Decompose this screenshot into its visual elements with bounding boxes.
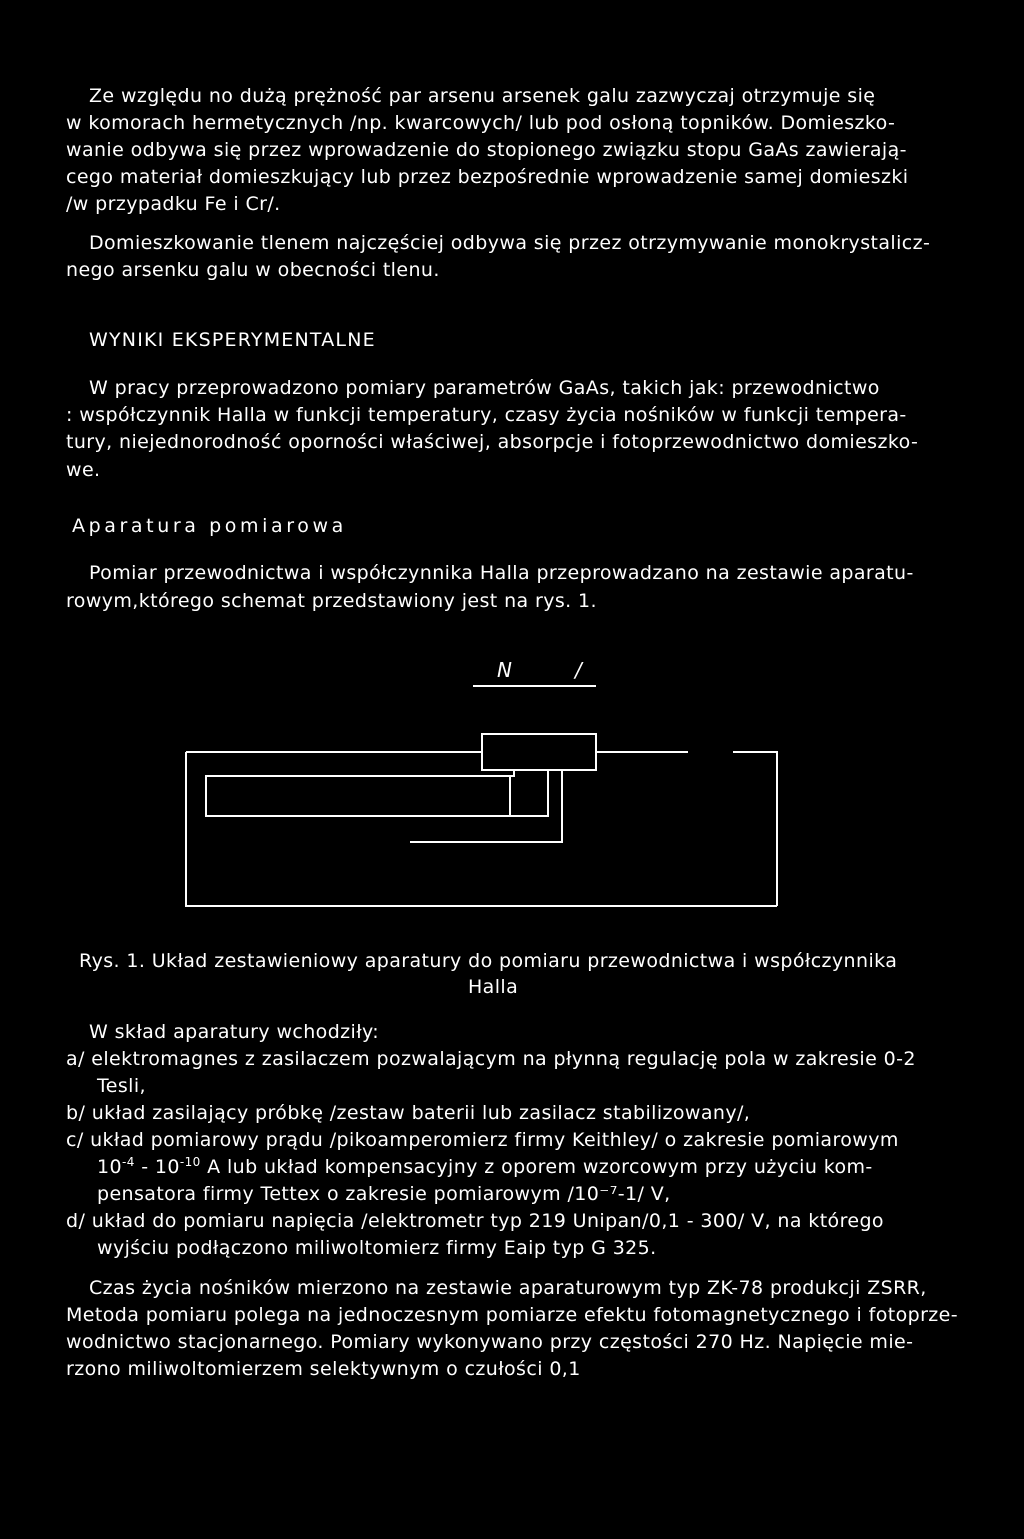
figure-label-n: N [497, 658, 513, 682]
text-line: we. [66, 459, 101, 481]
text-line: cego materiał domieszkujący lub przez bezpośrednie wprowadzenie samej domieszki [66, 166, 909, 188]
figure-caption-continued: Halla [468, 976, 519, 998]
text-line: wanie odbywa się przez wprowadzenie do stopionego związku stopu GaAs zawierają- [66, 139, 907, 161]
text-line: Domieszkowanie tlenem najczęściej odbywa się przez otrzymywanie monokrystalicz- [89, 232, 931, 254]
list-item: b/ układ zasilający próbkę /zestaw baterii lub zasilacz stabilizowany/, [66, 1102, 751, 1124]
central-block [482, 734, 596, 770]
list-item: a/ elektromagnes z zasilaczem pozwalającym na płynną regulację pola w zakresie 0-2 [66, 1048, 916, 1070]
text-line: tury, niejednorodność oporności właściwej, absorpcje i fotoprzewodnictwo domieszko- [66, 431, 919, 453]
list-item-continued: $10^{-4} - 10^{-10}$ A lub układ kompensacyjny z oporem wzorcowym przy użyciu kom- [97, 1155, 873, 1178]
list-item: c/ układ pomiarowy prądu /pikoamperomierz firmy Keithley/ o zakresie pomiarowym [66, 1129, 899, 1151]
text-line: rzono miliwoltomierzem selektywnym o czułości 0,1 [66, 1358, 581, 1380]
list-item-continued: Tesli, [97, 1075, 146, 1097]
text-line: : współczynnik Halla w funkcji temperatury, czasy życia nośników w funkcji tempera- [66, 404, 907, 426]
text-line: Czas życia nośników mierzono na zestawie aparaturowym typ ZK-78 produkcji ZSRR, [89, 1277, 927, 1299]
figure-caption: Rys. 1. Układ zestawieniowy aparatury do pomiaru przewodnictwa i współczynnika [79, 950, 898, 972]
wire-segment [410, 770, 562, 842]
text-line: Ze względu no dużą prężność par arsenu arsenek galu zazwyczaj otrzymuje się [89, 85, 876, 107]
list-intro: W skład aparatury wchodziły: [89, 1021, 380, 1043]
text-line: Metoda pomiaru polega na jednoczesnym pomiarze efektu fotomagnetycznego i fotoprze- [66, 1304, 958, 1326]
list-item: d/ układ do pomiaru napięcia /elektrometr typ 219 Unipan/0,1 - 300/ V, na którego [66, 1210, 884, 1232]
subheading: Aparatura pomiarowa [72, 515, 347, 537]
list-item-continued: pensatora firmy Tettex o zakresie pomiarowym /10⁻⁷-1/ V, [97, 1183, 671, 1205]
inner-block [206, 776, 510, 816]
list-item-continued: wyjściu podłączono miliwoltomierz firmy Eaip typ G 325. [97, 1237, 657, 1259]
text-line: /w przypadku Fe i Cr/. [66, 193, 281, 215]
figure-label-slash: / [575, 658, 583, 682]
text-line: Pomiar przewodnictwa i współczynnika Halla przeprowadzano na zestawie aparatu- [89, 562, 914, 584]
wire-segment [733, 752, 777, 906]
text-line: w komorach hermetycznych /np. kwarcowych/ lub pod osłoną topników. Domieszko- [66, 112, 896, 134]
text-line: rowym,którego schemat przedstawiony jest na rys. 1. [66, 590, 597, 612]
section-heading: WYNIKI EKSPERYMENTALNE [89, 329, 376, 351]
text-line: wodnictwo stacjonarnego. Pomiary wykonywano przy częstości 270 Hz. Napięcie mie- [66, 1331, 914, 1353]
wire-segment [510, 770, 548, 816]
text-line: nego arsenku galu w obecności tlenu. [66, 259, 440, 281]
text-line: W pracy przeprowadzono pomiary parametrów GaAs, takich jak: przewodnictwo [89, 377, 880, 399]
